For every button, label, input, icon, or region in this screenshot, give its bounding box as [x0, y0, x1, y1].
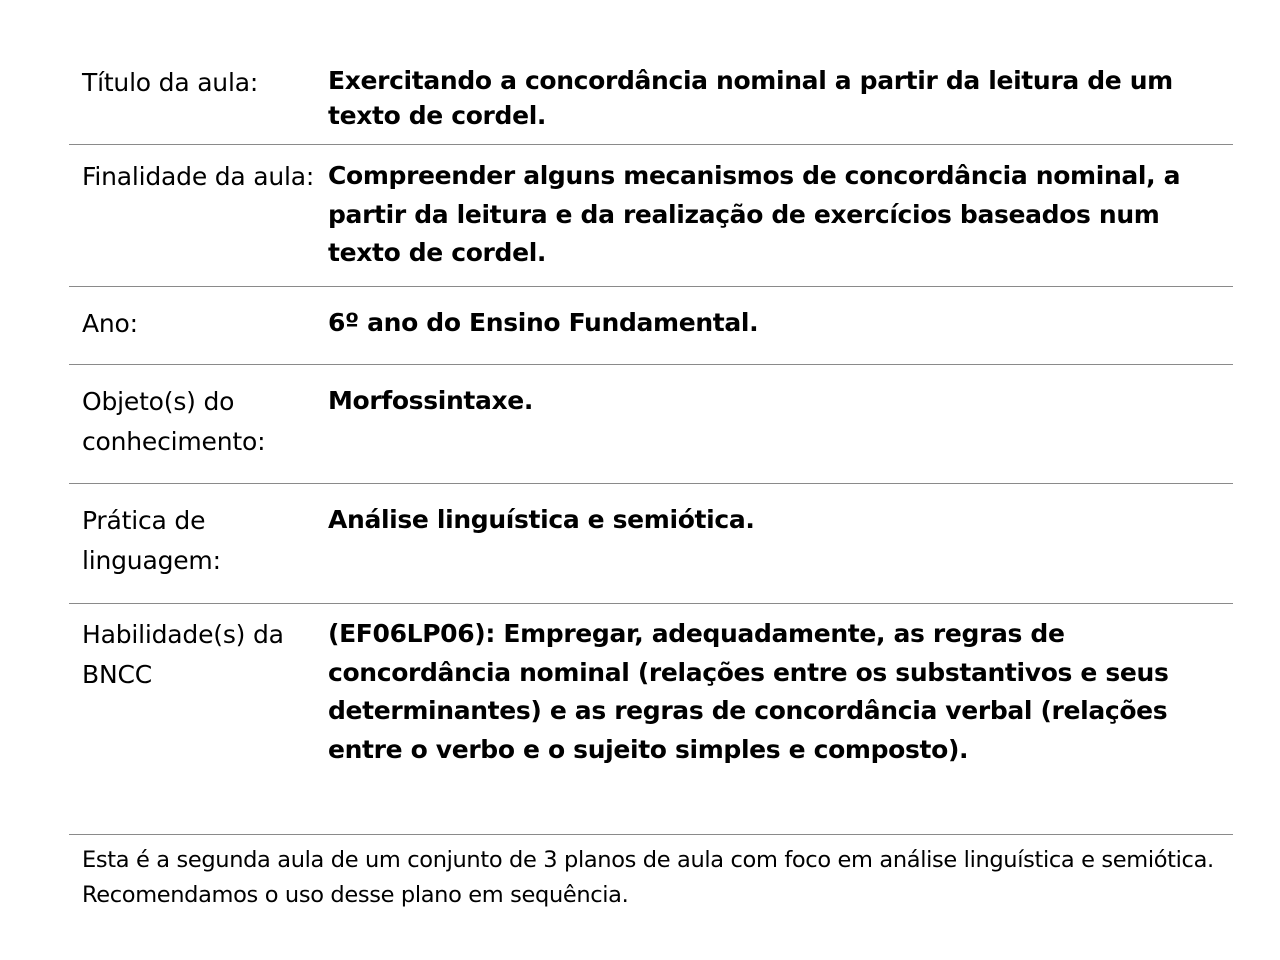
titulo-value: Exercitando a concordância nominal a partir da leitura de um texto de cordel. — [328, 66, 1173, 130]
ano-value: 6º ano do Ensino Fundamental. — [328, 308, 759, 337]
row-objeto — [69, 365, 1233, 484]
row-finalidade — [69, 145, 1233, 287]
ano-label: Ano: — [82, 309, 138, 338]
habilidade-value: (EF06LP06): Empregar, adequadamente, as regras de concordância nominal (relações entre os substantivos e seus determinantes) e as regras de concordância verbal (relações entre o verbo e o sujeito simples e composto). — [328, 619, 1169, 764]
finalidade-value: Compreender alguns mecanismos de concordância nominal, a partir da leitura e da realização de exercícios baseados num texto de cordel. — [328, 161, 1181, 267]
sequence-note: Esta é a segunda aula de um conjunto de 3 planos de aula com foco em análise linguística e semiótica. Recomendamos o uso desse plano em sequência. — [82, 847, 1214, 908]
habilidade-label: Habilidade(s) da BNCC — [82, 620, 284, 689]
pratica-value: Análise linguística e semiótica. — [328, 505, 755, 534]
finalidade-label: Finalidade da aula: — [82, 162, 315, 191]
titulo-label: Título da aula: — [82, 68, 259, 97]
row-habilidade — [69, 604, 1233, 835]
row-pratica — [69, 484, 1233, 604]
row-titulo — [69, 50, 1233, 145]
objeto-label: Objeto(s) do conhecimento: — [82, 387, 266, 456]
objeto-value: Morfossintaxe. — [328, 386, 534, 415]
row-ano — [69, 287, 1233, 365]
lesson-plan-table — [69, 50, 1233, 835]
pratica-label: Prática de linguagem: — [82, 506, 221, 575]
